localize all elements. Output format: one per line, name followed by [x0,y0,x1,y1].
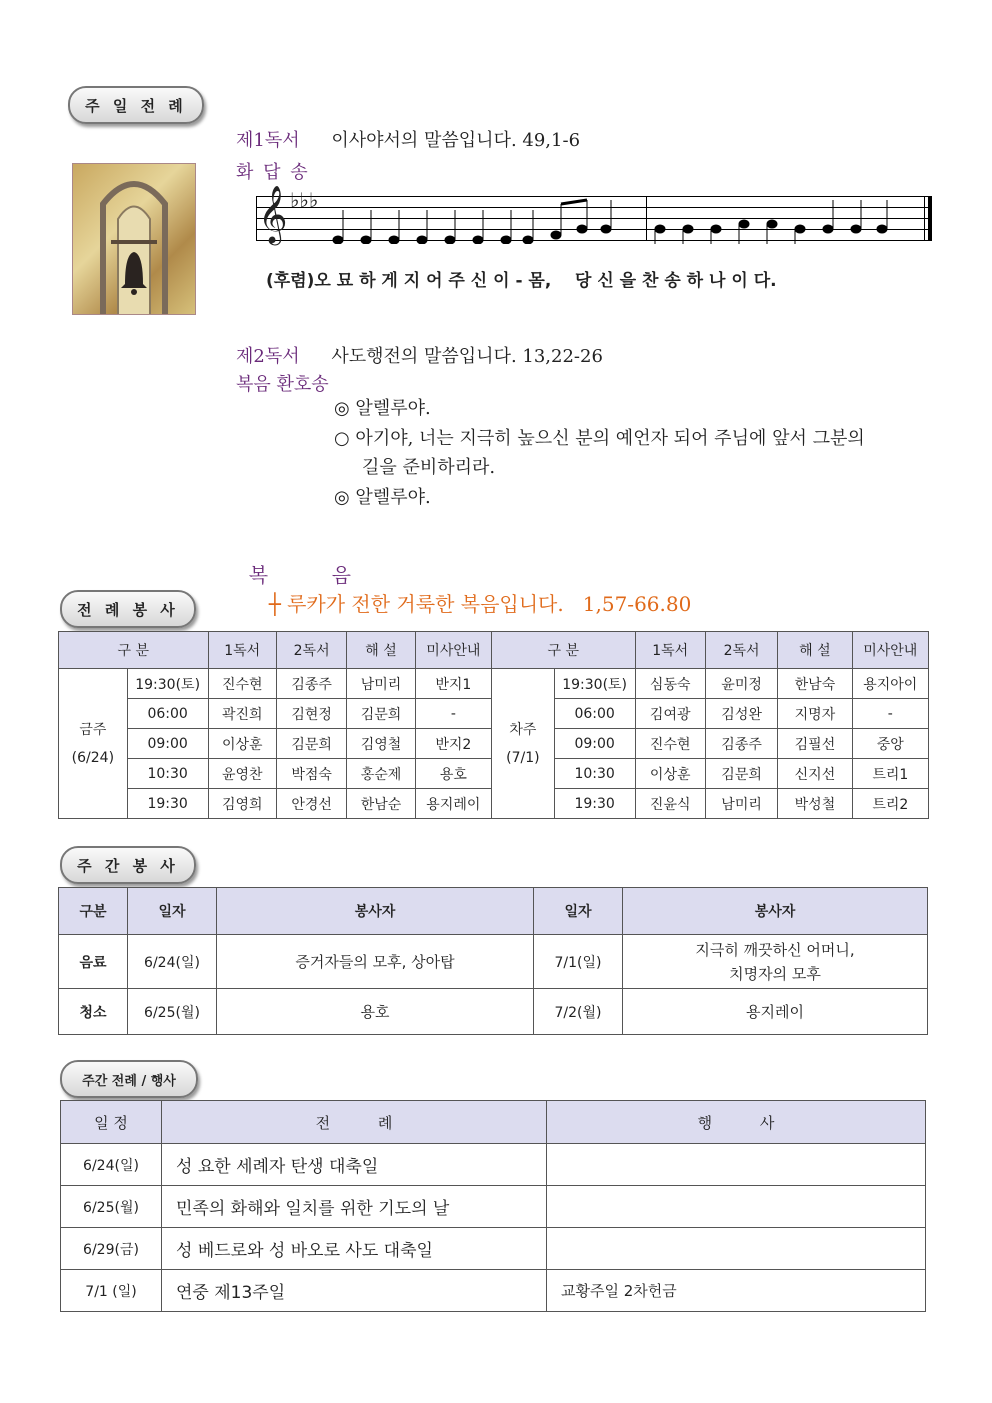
cell: 박성철 [778,789,852,819]
volunteer-cell: 용호 [217,989,534,1035]
cell: 남미리 [347,669,415,699]
cell: 김문희 [705,759,777,789]
cell: 반지1 [415,669,491,699]
header-cell: 구분 [59,888,128,935]
header-cell: 1독서 [635,632,705,669]
group-this-week: 금주 (6/24) [59,669,128,819]
music-staff [256,185,932,244]
date-cell: 7/2(월) [534,989,623,1035]
cell: 트리1 [852,759,928,789]
date-cell: 6/29(금) [61,1228,162,1270]
cell: 진윤식 [635,789,705,819]
liturgy-service-table [58,631,929,819]
date-cell: 6/25(월) [61,1186,162,1228]
cell: 진수현 [208,669,276,699]
second-reading-label: 제2독서 [236,346,300,367]
cell: - [852,699,928,729]
category-cell: 음료 [59,935,128,989]
cell: 김여광 [635,699,705,729]
header-cell: 구 분 [59,632,209,669]
time-cell: 09:00 [127,729,208,759]
weekly-service-table [58,887,928,1035]
date-cell: 7/1(일) [534,935,623,989]
section-liturgy-service: 전 례 봉 사 [60,590,196,628]
header-cell: 일자 [128,888,217,935]
cell: 진수현 [635,729,705,759]
cell: 김현정 [276,699,346,729]
section-weekly-service: 주 간 봉 사 [60,846,196,884]
bell-painting [72,163,196,315]
header-cell: 봉사자 [623,888,928,935]
cell: 중앙 [852,729,928,759]
header-cell: 봉사자 [217,888,534,935]
cell: 윤영찬 [208,759,276,789]
cell: 안경선 [276,789,346,819]
treble-clef-icon: 𝄞 [258,185,288,243]
time-cell: 19:30 [554,789,635,819]
cell: 용지레이 [415,789,491,819]
liturgy-cell: 연중 제13주일 [162,1270,547,1312]
header-cell: 구 분 [492,632,636,669]
event-cell [547,1228,926,1270]
time-cell: 06:00 [127,699,208,729]
first-reading-text: 이사야서의 말씀입니다. 49,1-6 [331,130,581,151]
header-cell: 2독서 [276,632,346,669]
cell: 이상훈 [208,729,276,759]
header-cell: 일 정 [61,1101,162,1144]
cell: 트리2 [852,789,928,819]
header-cell: 2독서 [705,632,777,669]
cell: 이상훈 [635,759,705,789]
cell: 김문희 [347,699,415,729]
liturgy-cell: 성 요한 세례자 탄생 대축일 [162,1144,547,1186]
liturgy-cell: 성 베드로와 성 바오로 사도 대축일 [162,1228,547,1270]
event-cell: 교황주일 2차헌금 [547,1270,926,1312]
cell: 윤미정 [705,669,777,699]
header-cell: 해 설 [778,632,852,669]
cell: 박점숙 [276,759,346,789]
time-cell: 10:30 [554,759,635,789]
gospel-label: 복 음 [248,563,351,587]
cell: 용호 [415,759,491,789]
date-cell: 6/24(일) [128,935,217,989]
time-cell: 19:30(토) [554,669,635,699]
cell: 김종주 [276,669,346,699]
cell: 곽진희 [208,699,276,729]
header-cell: 행 사 [547,1101,926,1144]
event-cell [547,1144,926,1186]
cell: 남미리 [705,789,777,819]
cell: 지명자 [778,699,852,729]
time-cell: 09:00 [554,729,635,759]
header-cell: 일자 [534,888,623,935]
cell: 홍순제 [347,759,415,789]
gospel-text: ┼ 루카가 전한 거룩한 복음입니다. 1,57-66.80 [268,592,692,616]
cell: 김영철 [347,729,415,759]
cell: 용지아이 [852,669,928,699]
acclamation-line-2: ○ 아기야, 너는 지극히 높으신 분의 예언자 되어 주님에 앞서 그분의 [334,428,865,449]
cell: 심동숙 [635,669,705,699]
category-cell: 청소 [59,989,128,1035]
event-cell [547,1186,926,1228]
time-cell: 10:30 [127,759,208,789]
time-cell: 19:30 [127,789,208,819]
cell: 신지선 [778,759,852,789]
first-reading-label: 제1독서 [236,130,300,151]
header-cell: 1독서 [208,632,276,669]
liturgy-cell: 민족의 화해와 일치를 위한 기도의 날 [162,1186,547,1228]
cell: 김종주 [705,729,777,759]
cell: 한남숙 [778,669,852,699]
cell: 김성완 [705,699,777,729]
acclamation-label: 복음 환호송 [236,374,329,395]
acclamation-line-3: ◎ 알렐루야. [334,487,431,508]
cell: 김필선 [778,729,852,759]
time-cell: 19:30(토) [127,669,208,699]
cell: 김문희 [276,729,346,759]
psalm-lyrics: (후렴)오 묘 하 게 지 어 주 신 이 - 몸, 당 신 을 찬 송 하 나 이 다. [266,271,777,291]
flat-icon: ♭♭♭ [290,188,319,212]
cell: 김영희 [208,789,276,819]
volunteer-cell: 증거자들의 모후, 상아탑 [217,935,534,989]
group-next-week: 차주 (7/1) [492,669,555,819]
time-cell: 06:00 [554,699,635,729]
section-weekly-events: 주간 전례 / 행사 [60,1060,198,1098]
volunteer-cell: 지극히 깨끗하신 어머니, 치명자의 모후 [623,935,928,989]
psalm-label: 화 답 송 [236,162,310,183]
cell: - [415,699,491,729]
cell: 한남순 [347,789,415,819]
acclamation-line-1: ◎ 알렐루야. [334,398,431,419]
header-cell: 전 례 [162,1101,547,1144]
date-cell: 7/1 (일) [61,1270,162,1312]
volunteer-cell: 용지레이 [623,989,928,1035]
weekly-events-table [60,1100,926,1312]
date-cell: 6/25(월) [128,989,217,1035]
acclamation-line-2b: 길을 준비하리라. [362,457,496,478]
cell: 반지2 [415,729,491,759]
date-cell: 6/24(일) [61,1144,162,1186]
header-cell: 해 설 [347,632,415,669]
second-reading-text: 사도행전의 말씀입니다. 13,22-26 [331,346,603,367]
header-cell: 미사안내 [852,632,928,669]
header-cell: 미사안내 [415,632,491,669]
section-liturgy: 주 일 전 례 [68,86,204,124]
